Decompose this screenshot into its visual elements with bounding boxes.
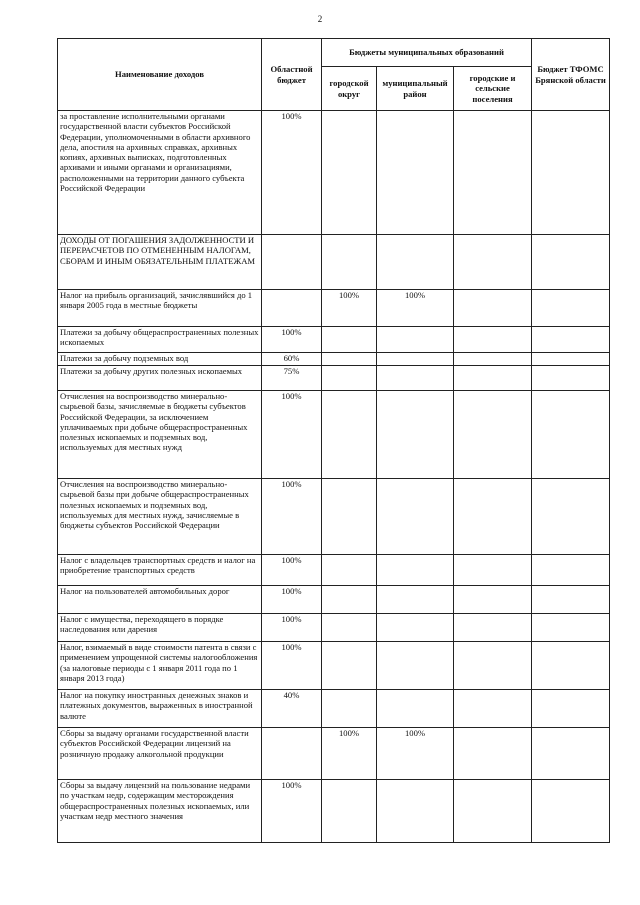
city-district-cell — [322, 391, 377, 479]
settlements-cell — [454, 366, 532, 391]
table-row — [58, 780, 610, 843]
settlements-cell — [454, 327, 532, 353]
header-revenue-name: Наименование доходов — [58, 39, 262, 111]
header-settlements: городские и сельские поселения — [454, 67, 532, 111]
city-district-cell: 100% — [322, 728, 377, 780]
municipal-district-cell — [377, 690, 454, 728]
revenue-name-cell: ДОХОДЫ ОТ ПОГАШЕНИЯ ЗАДОЛЖЕННОСТИ И ПЕРЕРАСЧЕТОВ ПО ОТМЕНЕННЫМ НАЛОГАМ, СБОРАМ И ИНЫМ ОБЯЗАТЕЛЬНЫМ ПЛАТЕЖАМ — [58, 235, 262, 290]
municipal-district-cell: 100% — [377, 290, 454, 327]
regional-budget-cell — [262, 728, 322, 780]
municipal-district-cell — [377, 391, 454, 479]
table-row — [58, 614, 610, 642]
city-district-cell — [322, 780, 377, 843]
table-row — [58, 555, 610, 586]
regional-budget-cell: 100% — [262, 586, 322, 614]
city-district-cell: 100% — [322, 290, 377, 327]
settlements-cell — [454, 391, 532, 479]
revenue-name-cell: Платежи за добычу других полезных ископаемых — [58, 366, 262, 391]
municipal-district-cell — [377, 479, 454, 555]
revenue-name-cell: Налог с имущества, переходящего в порядке наследования или дарения — [58, 614, 262, 642]
revenue-name-cell: Сборы за выдачу органами государственной власти субъектов Российской Федерации лицензий на розничную продажу алкогольной продукции — [58, 728, 262, 780]
settlements-cell — [454, 690, 532, 728]
settlements-cell — [454, 780, 532, 843]
regional-budget-cell: 60% — [262, 353, 322, 366]
city-district-cell — [322, 690, 377, 728]
header-city-district: городской округ — [322, 67, 377, 111]
revenue-distribution-table — [57, 38, 610, 843]
page-number: 2 — [317, 14, 323, 24]
revenue-name-cell: Налог, взимаемый в виде стоимости патента в связи с применением упрощенной системы налогообложения (за налоговые периоды с 1 января 2011 года по 1 января 2013 года) — [58, 642, 262, 690]
settlements-cell — [454, 586, 532, 614]
header-regional-budget: Областной бюджет — [262, 39, 322, 111]
settlements-cell — [454, 111, 532, 235]
regional-budget-cell: 100% — [262, 111, 322, 235]
municipal-district-cell — [377, 614, 454, 642]
city-district-cell — [322, 555, 377, 586]
municipal-district-cell — [377, 327, 454, 353]
municipal-district-cell — [377, 555, 454, 586]
city-district-cell — [322, 111, 377, 235]
table-row — [58, 391, 610, 479]
tfoms-cell — [532, 391, 610, 479]
municipal-district-cell — [377, 235, 454, 290]
revenue-name-cell: Платежи за добычу подземных вод — [58, 353, 262, 366]
municipal-district-cell — [377, 780, 454, 843]
revenue-name-cell: Налог на прибыль организаций, зачислявшийся до 1 января 2005 года в местные бюджеты — [58, 290, 262, 327]
city-district-cell — [322, 327, 377, 353]
revenue-name-cell: Налог на пользователей автомобильных дорог — [58, 586, 262, 614]
regional-budget-cell: 100% — [262, 614, 322, 642]
regional-budget-cell: 40% — [262, 690, 322, 728]
table-row — [58, 690, 610, 728]
revenue-name-cell: Налог с владельцев транспортных средств и налог на приобретение транспортных средств — [58, 555, 262, 586]
table-row — [58, 728, 610, 780]
settlements-cell — [454, 479, 532, 555]
municipal-district-cell — [377, 353, 454, 366]
header-municipal-budgets: Бюджеты муниципальных образований — [322, 39, 532, 67]
regional-budget-cell — [262, 290, 322, 327]
settlements-cell — [454, 555, 532, 586]
tfoms-cell — [532, 780, 610, 843]
settlements-cell — [454, 642, 532, 690]
table-row — [58, 479, 610, 555]
revenue-name-cell: Налог на покупку иностранных денежных знаков и платежных документов, выраженных в иностранной валюте — [58, 690, 262, 728]
regional-budget-cell: 75% — [262, 366, 322, 391]
settlements-cell — [454, 728, 532, 780]
tfoms-cell — [532, 690, 610, 728]
tfoms-cell — [532, 290, 610, 327]
city-district-cell — [322, 235, 377, 290]
tfoms-cell — [532, 111, 610, 235]
table-row — [58, 642, 610, 690]
table-row — [58, 111, 610, 235]
municipal-district-cell — [377, 586, 454, 614]
settlements-cell — [454, 353, 532, 366]
regional-budget-cell: 100% — [262, 327, 322, 353]
municipal-district-cell — [377, 366, 454, 391]
city-district-cell — [322, 614, 377, 642]
regional-budget-cell: 100% — [262, 479, 322, 555]
revenue-name-cell: Платежи за добычу общераспространенных полезных ископаемых — [58, 327, 262, 353]
tfoms-cell — [532, 235, 610, 290]
regional-budget-cell: 100% — [262, 555, 322, 586]
tfoms-cell — [532, 614, 610, 642]
table-row — [58, 327, 610, 353]
tfoms-cell — [532, 586, 610, 614]
tfoms-cell — [532, 642, 610, 690]
municipal-district-cell — [377, 642, 454, 690]
table-row — [58, 353, 610, 366]
revenue-name-cell: за проставление исполнительными органами государственной власти субъектов Российской Федерации, уполномоченными в области архивного дела, апостиля на архивных справках, архивных копиях, архивных выписках, подготовленных архивами и иными органами и организациями, расположенными на территории данного субъекта Российской Федерации — [58, 111, 262, 235]
regional-budget-cell: 100% — [262, 391, 322, 479]
tfoms-cell — [532, 327, 610, 353]
table-row — [58, 586, 610, 614]
header-tfoms-budget: Бюджет ТФОМС Брянской области — [532, 39, 610, 111]
municipal-district-cell: 100% — [377, 728, 454, 780]
tfoms-cell — [532, 479, 610, 555]
revenue-name-cell: Отчисления на воспроизводство минерально-сырьевой базы при добыче общераспространенных полезных ископаемых и подземных вод, используемых для местных нужд, зачисляемые в бюджеты субъектов Российской Федерации — [58, 479, 262, 555]
tfoms-cell — [532, 353, 610, 366]
table-row — [58, 235, 610, 290]
settlements-cell — [454, 614, 532, 642]
settlements-cell — [454, 290, 532, 327]
regional-budget-cell: 100% — [262, 642, 322, 690]
table-row — [58, 290, 610, 327]
tfoms-cell — [532, 555, 610, 586]
tfoms-cell — [532, 366, 610, 391]
revenue-name-cell: Сборы за выдачу лицензий на пользование недрами по участкам недр, содержащим месторождения общераспространенных полезных ископаемых, или участкам недр местного значения — [58, 780, 262, 843]
regional-budget-cell — [262, 235, 322, 290]
city-district-cell — [322, 366, 377, 391]
table-row — [58, 366, 610, 391]
table-body — [58, 111, 610, 843]
settlements-cell — [454, 235, 532, 290]
city-district-cell — [322, 353, 377, 366]
revenue-name-cell: Отчисления на воспроизводство минерально-сырьевой базы, зачисляемые в бюджеты субъектов Российской Федерации, за исключением уплачиваемых при добыче общераспространенных полезных ископаемых и подземных вод, используемых для местных нужд — [58, 391, 262, 479]
city-district-cell — [322, 479, 377, 555]
tfoms-cell — [532, 728, 610, 780]
city-district-cell — [322, 586, 377, 614]
municipal-district-cell — [377, 111, 454, 235]
header-municipal-district: муниципальный район — [377, 67, 454, 111]
regional-budget-cell: 100% — [262, 780, 322, 843]
city-district-cell — [322, 642, 377, 690]
